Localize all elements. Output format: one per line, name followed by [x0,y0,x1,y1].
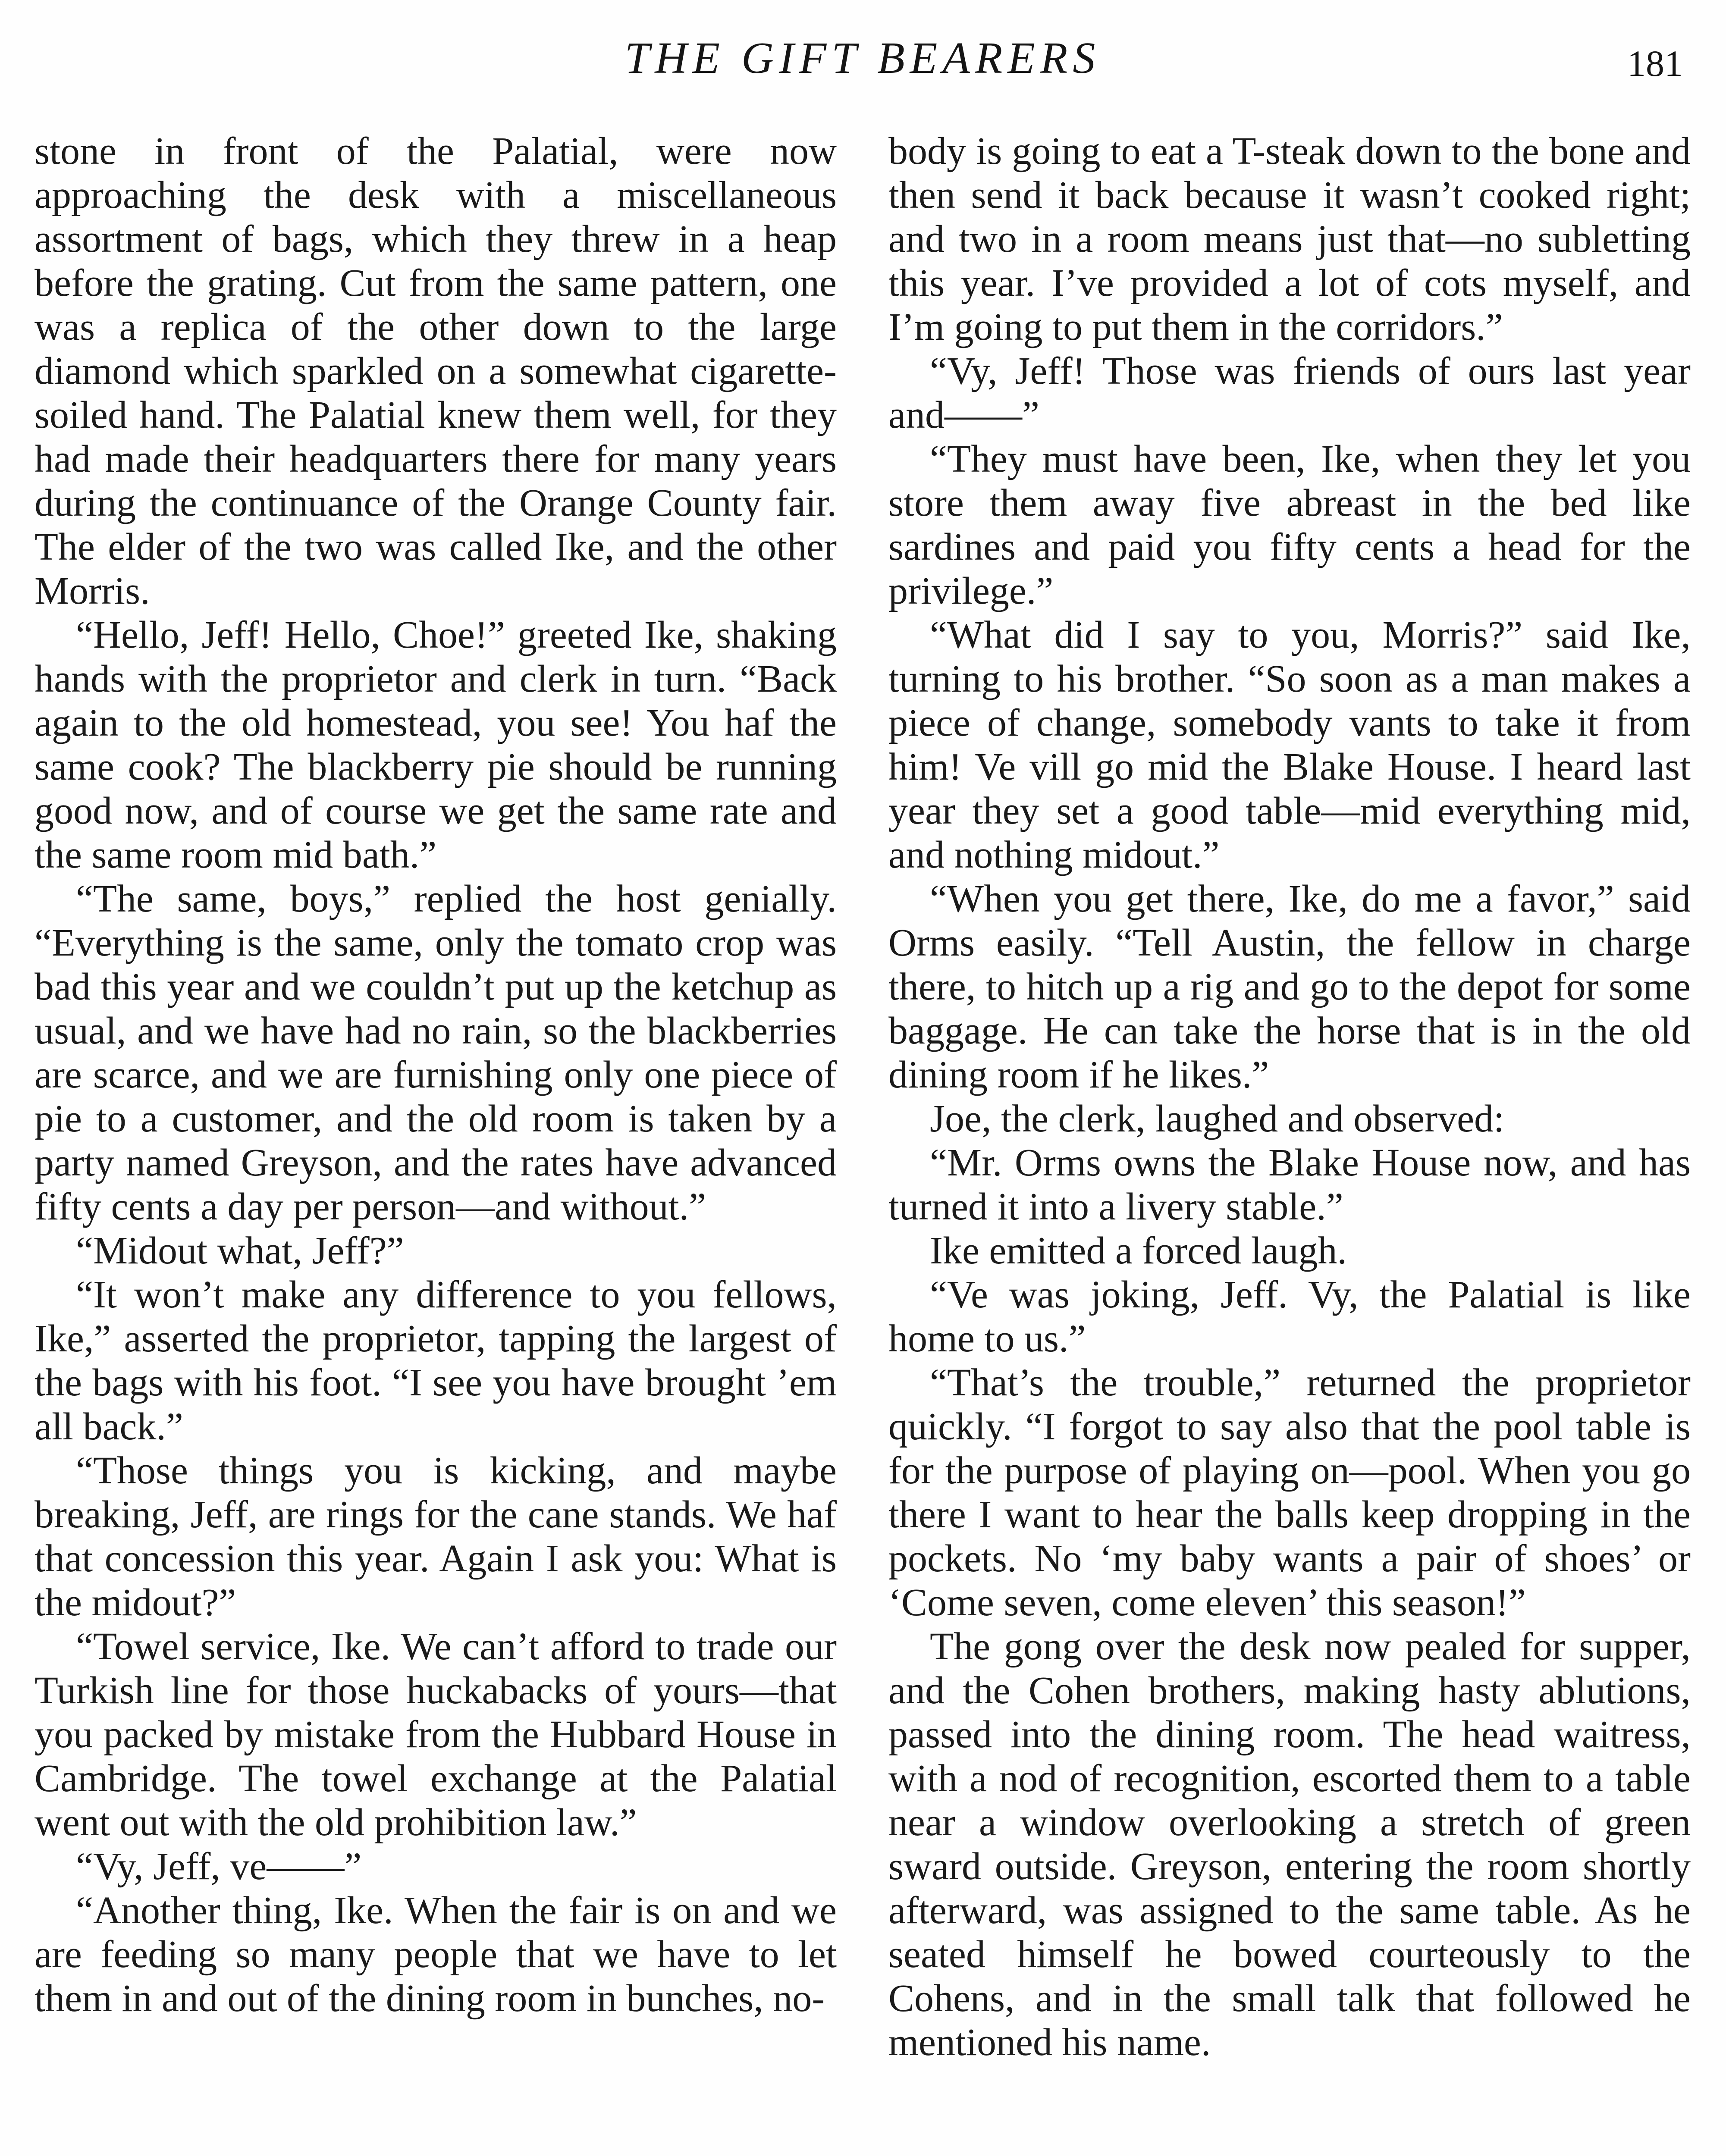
running-header [0,30,1726,86]
paragraph: Ike emitted a forced laugh. [930,1229,1347,1272]
paragraph: “What did I say to you, Morris?” said Ike, turning to his brother. “So soon as a man makes a piece of change, somebody vants to take it from him! Ve vill go mid the Blake House. I heard last year they set a good table—mid everything mid, and nothing midout.” [888,614,1691,876]
paragraph: “Hello, Jeff! Hello, Choe!” greeted Ike, shaking hands with the proprietor and clerk in turn. “Back again to the old homestead, you see! You haf the same cook? The blackberry pie should be running good now, and of course we get the same rate and the same room mid bath.” [35,614,837,876]
paragraph: “Those things you is kicking, and maybe breaking, Jeff, are rings for the cane stands. We haf that concession this year. Again I ask you: What is the midout?” [35,1449,837,1624]
paragraph: “Midout what, Jeff?” [76,1229,404,1272]
left-text-column [35,129,837,2021]
running-title: THE GIFT BEARERS [624,33,1101,83]
paragraph: Joe, the clerk, laughed and observed: [930,1097,1505,1140]
paragraph: “Another thing, Ike. When the fair is on and we are feeding so many people that we have to let them in and out of the dining room in bunches, no- [35,1889,837,2020]
paragraph: “Ve was joking, Jeff. Vy, the Palatial is like home to us.” [888,1273,1691,1360]
paragraph: “That’s the trouble,” returned the proprietor quickly. “I forgot to say also that the pool table is for the purpose of playing on—pool. When you go there I want to hear the balls keep dropping in the pockets. No ‘my baby wants a pair of shoes’ or ‘Come seven, come eleven’ this season!” [888,1361,1691,1624]
page-number: 181 [1627,43,1683,84]
paragraph: “Towel service, Ike. We can’t afford to trade our Turkish line for those huckabacks of yours—that you packed by mistake from the Hubbard House in Cambridge. The towel exchange at the Palatial went out with the old prohibition law.” [35,1625,837,1844]
right-text-column [888,129,1691,2065]
paragraph: “Vy, Jeff! Those was friends of ours last year and——” [888,350,1691,436]
paragraph: The gong over the desk now pealed for supper, and the Cohen brothers, making hasty ablutions, passed into the dining room. The head waitress, with a nod of recognition, escorted them to a table near a window overlooking a stretch of green sward outside. Greyson, entering the room shortly afterward, was assigned to the same table. As he seated himself he bowed courteously to the Cohens, and in the small talk that followed he mentioned his name. [888,1625,1691,2064]
paragraph: stone in front of the Palatial, were now approaching the desk with a miscellaneous assortment of bags, which they threw in a heap before the grating. Cut from the same pattern, one was a replica of the other down to the large diamond which sparkled on a somewhat cigarette-soiled hand. The Palatial knew them well, for they had made their headquarters there for many years during the continuance of the Orange County fair. The elder of the two was called Ike, and the other Morris. [35,130,837,612]
paragraph: “It won’t make any difference to you fellows, Ike,” asserted the proprietor, tapping the largest of the bags with his foot. “I see you have brought ’em all back.” [35,1273,837,1448]
paragraph: “They must have been, Ike, when they let you store them away five abreast in the bed like sardines and paid you fifty cents a head for the privilege.” [888,438,1691,612]
paragraph: body is going to eat a T-steak down to the bone and then send it back because it wasn’t cooked right; and two in a room means just that—no subletting this year. I’ve provided a lot of cots myself, and I’m going to put them in the corridors.” [888,130,1691,348]
paragraph: “The same, boys,” replied the host genially. “Everything is the same, only the tomato crop was bad this year and we couldn’t put up the ketchup as usual, and we have had no rain, so the blackberries are scarce, and we are furnishing only one piece of pie to a customer, and the old room is taken by a party named Greyson, and the rates have advanced fifty cents a day per person—and without.” [35,877,837,1228]
paragraph: “When you get there, Ike, do me a favor,” said Orms easily. “Tell Austin, the fellow in charge there, to hitch up a rig and go to the depot for some baggage. He can take the horse that is in the old dining room if he likes.” [888,877,1691,1096]
paragraph: “Vy, Jeff, ve——” [76,1845,362,1888]
paragraph: “Mr. Orms owns the Blake House now, and has turned it into a livery stable.” [888,1141,1691,1228]
